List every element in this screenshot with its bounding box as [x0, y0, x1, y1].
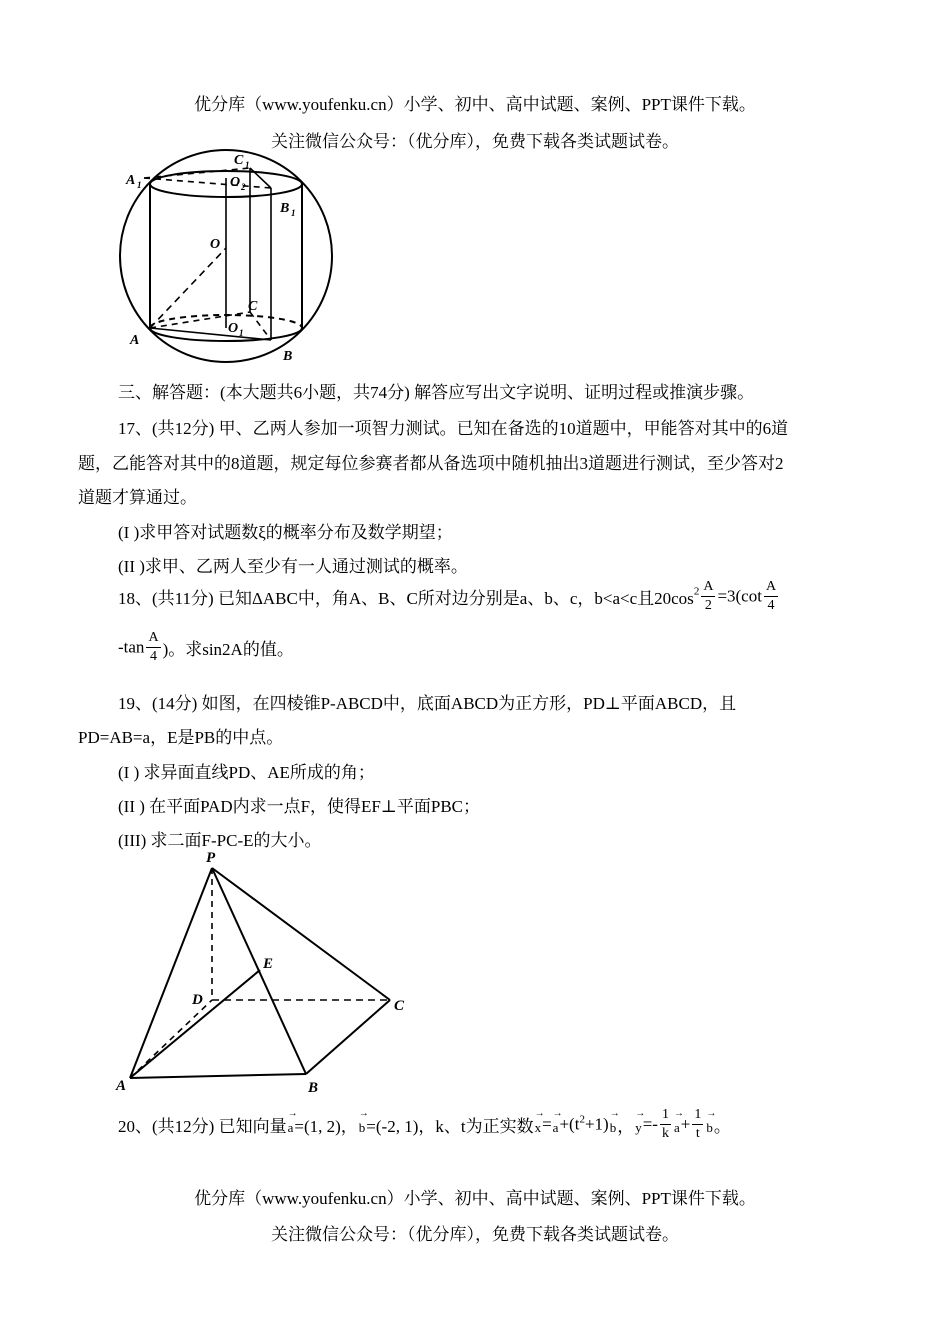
label-b: B — [308, 1080, 319, 1096]
label-c1: C — [234, 153, 244, 168]
q19-line-2: PD=AB=a，E是PB的中点。 — [78, 728, 284, 747]
label-a1-sub: 1 — [137, 180, 142, 190]
label-p: P — [206, 850, 216, 866]
q20-vector-a: → a — [288, 1114, 294, 1136]
section-3-title: 三、解答题：(本大题共6小题，共74分) 解答应写出文字说明、证明过程或推演步骤。 — [118, 383, 755, 402]
pyramid-figure — [108, 846, 418, 1096]
q20-text-2: =(1, 2)， — [294, 1117, 358, 1136]
q20-vector-x: → x — [535, 1114, 542, 1136]
q18-sup: 2 — [693, 585, 700, 598]
q20-text-6: +1) — [584, 1114, 609, 1134]
q19-part-2: (II ) 在平面PAD内求一点F，使得EF⊥平面PBC； — [118, 797, 481, 816]
q18-frac-3: $\frac{A}{4}$ — [148, 630, 159, 664]
q18-frac-1: $\frac{A}{2}$ — [703, 579, 714, 613]
header-line-1: 优分库（www.youfenku.cn）小学、初中、高中试题、案例、PPT课件下载。 — [194, 95, 756, 114]
q17-line-3: 道题才算通过。 — [78, 488, 197, 507]
label-b: B — [283, 349, 293, 364]
q17-line-1: 17、(共12分) 甲、乙两人参加一项智力测试。已知在备选的10道题中，甲能答对其中的6道 — [118, 419, 789, 438]
q18-line-2 — [118, 629, 294, 666]
label-o2: O — [230, 175, 241, 190]
label-b1-sub: 1 — [291, 208, 296, 218]
label-o1-sub: 1 — [239, 328, 244, 338]
q18-text-1: 18、(共11分) 已知ΔABC中，角A、B、C所对边分别是a、b、c，b<a<c且20cos — [118, 589, 694, 608]
q18-text-4: )。求sin2A的值。 — [162, 640, 294, 659]
label-c: C — [394, 998, 405, 1014]
q20-sup: 2 — [579, 1113, 585, 1126]
q20-vector-b: → b — [359, 1114, 366, 1136]
q20-frac-2: $\frac{1}{t}$ — [694, 1107, 702, 1141]
q18-line-1 — [118, 578, 780, 615]
q20-frac-1: $\frac{1}{k}$ — [661, 1107, 669, 1141]
label-c1-sub: 1 — [245, 160, 250, 170]
footer-line-1: 优分库（www.youfenku.cn）小学、初中、高中试题、案例、PPT课件下载。 — [194, 1189, 756, 1208]
q19-part-3: (III) 求二面F-PC-E的大小。 — [118, 831, 322, 850]
q20-text-10: 。 — [713, 1117, 731, 1136]
label-o: O — [210, 237, 221, 252]
q20-vector-b-3: → b — [706, 1114, 713, 1136]
label-a: A — [130, 333, 140, 348]
q18-text-2: =3(cot — [717, 586, 762, 606]
q17-part-2: (II )求甲、乙两人至少有一人通过测试的概率。 — [118, 557, 468, 576]
q19-part-1: (I ) 求异面直线PD、AE所成的角； — [118, 763, 375, 782]
q19-line-1: 19、(14分) 如图，在四棱锥P-ABCD中，底面ABCD为正方形，PD⊥平面ABCD，且 — [118, 694, 737, 713]
label-a: A — [116, 1078, 127, 1094]
q18-text-3: -tan — [118, 637, 145, 657]
q20-text-7: ， — [617, 1117, 635, 1136]
label-c: C — [248, 299, 258, 314]
q20-vector-y: → y — [635, 1114, 642, 1136]
label-b1: B — [280, 201, 290, 216]
footer-line-2: 关注微信公众号：（优分库），免费下载各类试题试卷。 — [271, 1225, 679, 1244]
label-o2-sub: 2 — [241, 182, 246, 192]
q20-line — [118, 1106, 731, 1143]
q20-text-4: = — [542, 1114, 552, 1134]
q20-text-9: + — [680, 1114, 691, 1134]
label-o1: O — [228, 321, 239, 336]
q20-vector-b-2: → b — [610, 1114, 617, 1136]
q20-text-3: =(-2, 1)，k、t为正实数 — [366, 1117, 534, 1136]
sphere-cylinder-figure — [108, 148, 348, 366]
q20-text-5: +(t — [559, 1114, 580, 1134]
label-a1: A — [126, 173, 136, 188]
q20-vector-a-3: → a — [674, 1114, 680, 1136]
header-line-2: 关注微信公众号：（优分库），免费下载各类试题试卷。 — [271, 132, 679, 151]
q17-part-1: (I )求甲答对试题数ξ的概率分布及数学期望； — [118, 523, 453, 542]
label-d: D — [192, 992, 203, 1008]
q20-vector-a-2: → a — [553, 1114, 559, 1136]
q18-frac-2: $\frac{A}{4}$ — [765, 579, 777, 613]
q20-text-1: 20、(共12分) 已知向量 — [118, 1117, 287, 1136]
q20-text-8: =- — [642, 1114, 658, 1134]
q17-line-2: 题，乙能答对其中的8道题，规定每位参赛者都从备选项中随机抽出3道题进行测试，至少答对2 — [78, 454, 784, 473]
label-e: E — [263, 956, 274, 972]
